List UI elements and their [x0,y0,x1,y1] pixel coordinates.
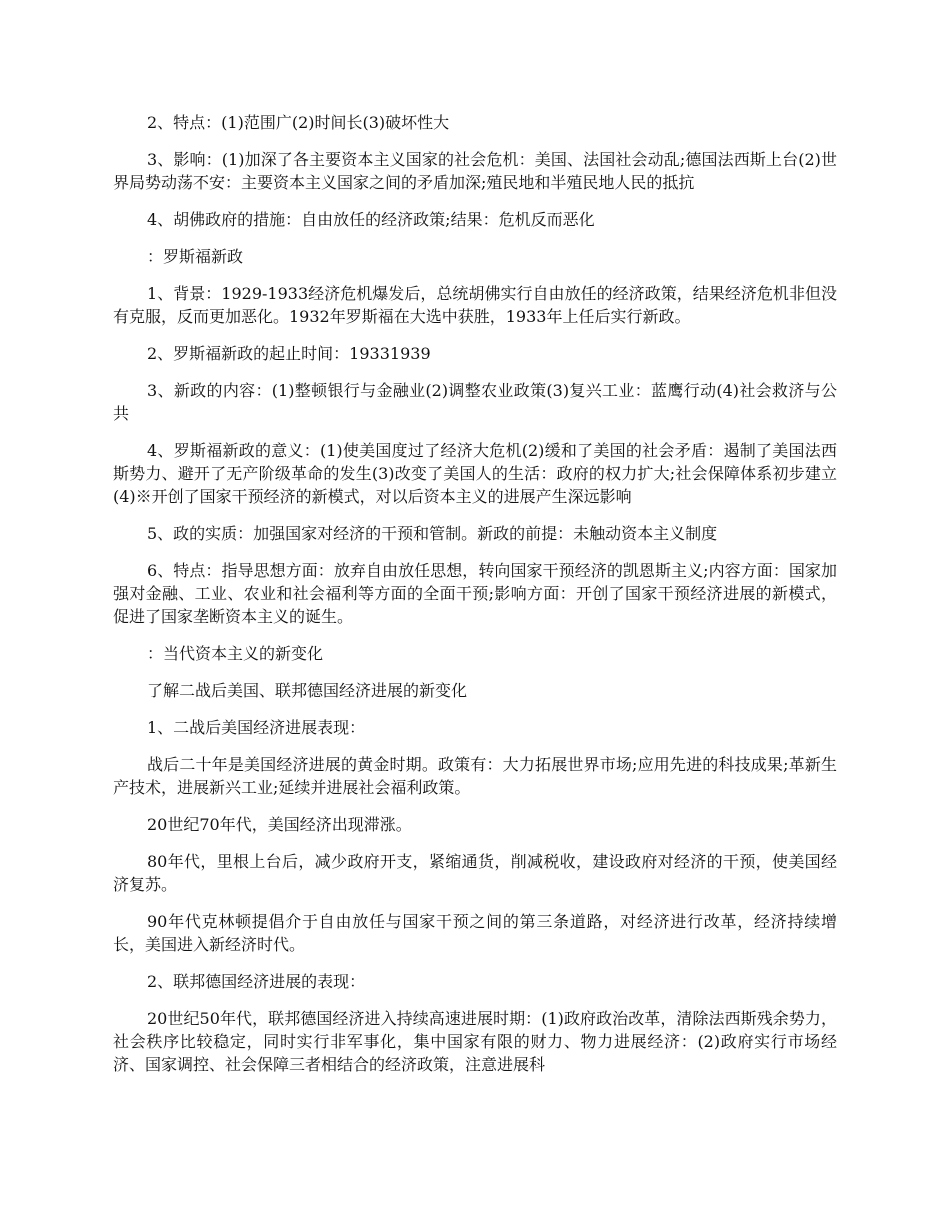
paragraph-new-deal-background: 1、背景：1929-1933经济危机爆发后，总统胡佛实行自由放任的经济政策，结果经济危机非但没有克服，反而更加恶化。1932年罗斯福在大选中获胜，1933年上任后实行新政。 [113,284,837,326]
paragraph-new-deal-period: 2、罗斯福新政的起止时间：19331939 [147,344,431,363]
paragraph-crisis-impact: 3、影响：(1)加深了各主要资本主义国家的社会危机：美国、法国社会动乱;德国法西斯上台(2)世界局势动荡不安：主要资本主义国家之间的矛盾加深;殖民地和半殖民地人民的抵抗 [113,150,837,192]
paragraph-us-economy-heading: 1、二战后美国经济进展表现： [147,718,366,737]
paragraph-new-deal-significance: 4、罗斯福新政的意义：(1)使美国度过了经济大危机(2)缓和了美国的社会矛盾：遏制了美国法西斯势力、避开了无产阶级革命的发生(3)改变了美国人的生活：政府的权力扩大;社会保障体系初步建立(4)※开创了国家干预经济的新模式，对以后资本主义的进展产生深远影响 [113,441,837,506]
paragraph-new-deal-essence: 5、政的实质：加强国家对经济的干预和管制。新政的前提：未触动资本主义制度 [147,524,718,543]
paragraph-us-1990s: 90年代克林顿提倡介于自由放任与国家干预之间的第三条道路，对经济进行改革，经济持续增长，美国进入新经济时代。 [113,912,837,954]
paragraph-germany-economy-heading: 2、联邦德国经济进展的表现： [147,972,366,991]
paragraph-us-golden-age: 战后二十年是美国经济进展的黄金时期。政策有：大力拓展世界市场;应用先进的科技成果;革新生产技术，进展新兴工业;延续并进展社会福利政策。 [113,755,837,797]
paragraph-crisis-features: 2、特点：(1)范围广(2)时间长(3)破坏性大 [147,113,450,132]
paragraph-hoover-measures: 4、胡佛政府的措施：自由放任的经济政策;结果：危机反而恶化 [147,210,595,229]
section-heading-new-deal: ：罗斯福新政 [147,247,244,266]
paragraph-us-1980s: 80年代，里根上台后，减少政府开支，紧缩通货，削减税收，建设政府对经济的干预，使美国经济复苏。 [113,852,837,894]
paragraph-learning-goal: 了解二战后美国、联邦德国经济进展的新变化 [147,681,468,700]
paragraph-new-deal-features: 6、特点：指导思想方面：放弃自由放任思想，转向国家干预经济的凯恩斯主义;内容方面：国家加强对金融、工业、农业和社会福利等方面的全面干预;影响方面：开创了国家干预经济进展的新模式，促进了国家垄断资本主义的诞生。 [113,561,837,626]
section-heading-contemporary-capitalism: ：当代资本主义的新变化 [147,644,324,663]
paragraph-us-1970s: 20世纪70年代，美国经济出现滞涨。 [147,815,412,834]
paragraph-germany-1950s: 20世纪50年代，联邦德国经济进入持续高速进展时期：(1)政府政治改革，清除法西斯残余势力，社会秩序比较稳定，同时实行非军事化，集中国家有限的财力、物力进展经济：(2)政府实行市场经济、国家调控、社会保障三者相结合的经济政策，注意进展科 [113,1009,837,1074]
paragraph-new-deal-content: 3、新政的内容：(1)整顿银行与金融业(2)调整农业政策(3)复兴工业：蓝鹰行动(4)社会救济与公共 [113,381,837,423]
document-page [113,111,837,1090]
